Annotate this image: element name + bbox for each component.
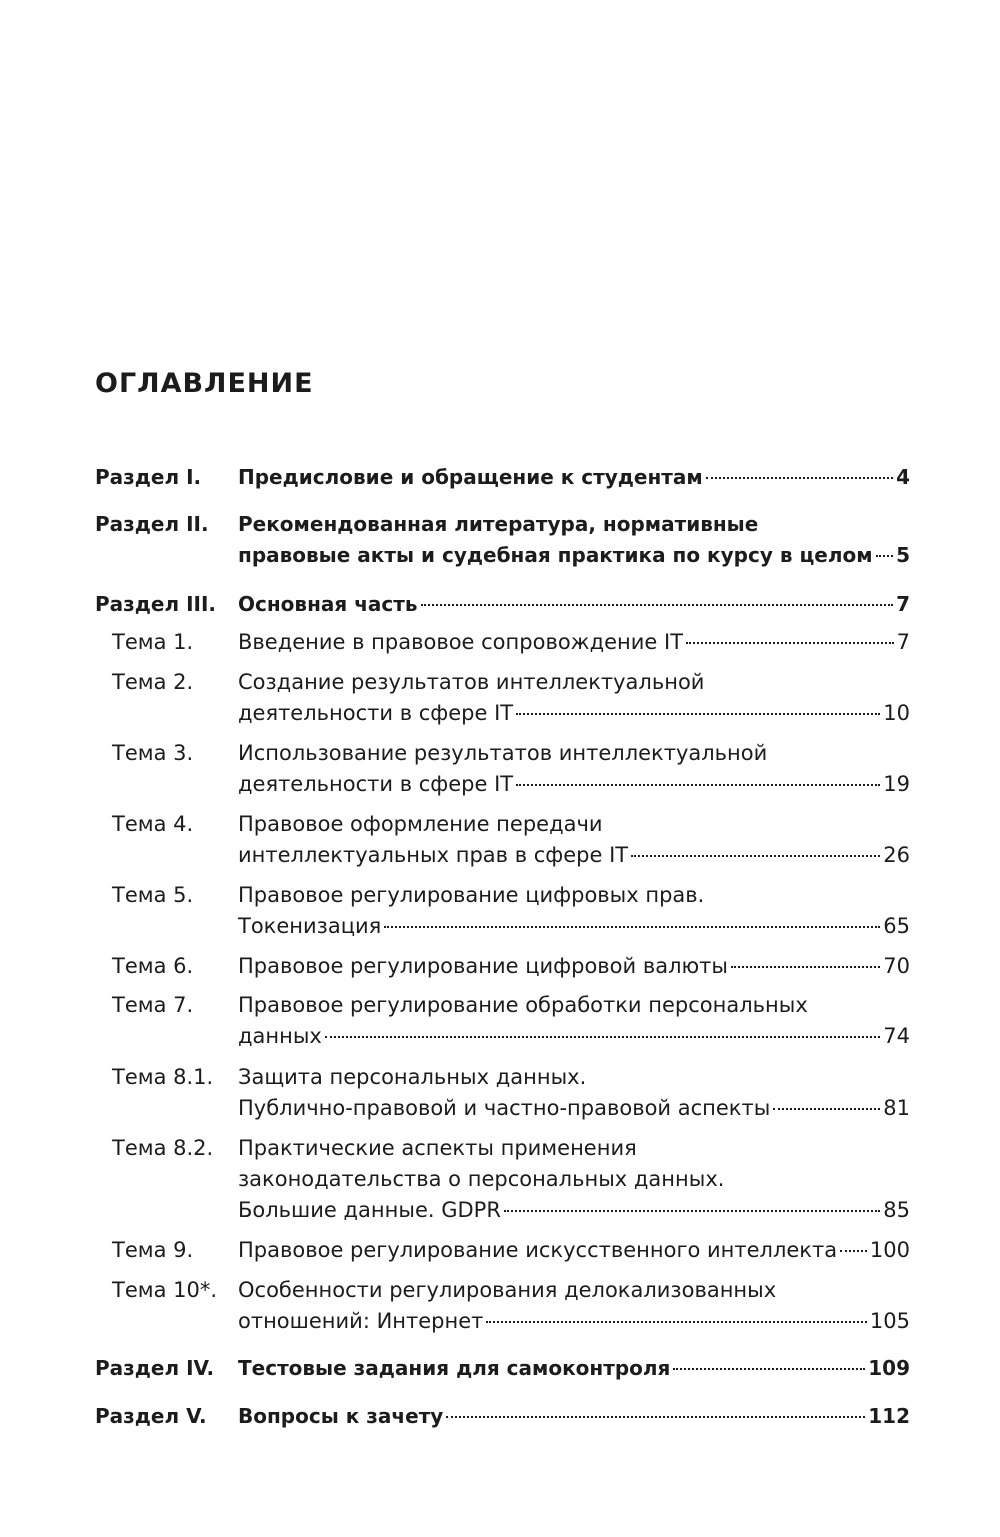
page-number: 100 bbox=[869, 1238, 910, 1262]
dot-leader bbox=[516, 712, 880, 715]
dot-leader bbox=[840, 1249, 867, 1252]
page-number: 26 bbox=[883, 843, 910, 867]
entry-label: Раздел I. bbox=[95, 465, 202, 489]
entry-title-line: Правовое регулирование обработки персональных bbox=[238, 993, 808, 1017]
dot-leader bbox=[516, 783, 880, 786]
entry-title bbox=[238, 1062, 910, 1124]
dot-leader bbox=[631, 854, 880, 857]
entry-title bbox=[238, 951, 910, 982]
entry-label: Раздел IV. bbox=[95, 1356, 215, 1380]
entry-title bbox=[238, 1133, 910, 1226]
entry-title bbox=[238, 738, 910, 800]
entry-title-line: Защита персональных данных. bbox=[238, 1065, 587, 1089]
page-number: 7 bbox=[896, 592, 910, 616]
dot-leader bbox=[384, 925, 880, 928]
entry-label: Тема 10*. bbox=[112, 1278, 218, 1302]
entry-title-line: Рекомендованная литература, нормативные bbox=[238, 512, 759, 536]
page-number: 10 bbox=[883, 701, 910, 725]
dot-leader bbox=[686, 641, 894, 644]
page-number: 109 bbox=[868, 1356, 910, 1380]
dot-leader bbox=[673, 1367, 865, 1370]
entry-label: Тема 5. bbox=[112, 883, 194, 907]
dot-leader bbox=[486, 1320, 867, 1323]
entry-title bbox=[238, 667, 910, 729]
entry-title-line: деятельности в сфере IT bbox=[238, 772, 514, 796]
entry-title-line: правовые акты и судебная практика по курсу в целом bbox=[238, 543, 873, 567]
dot-leader bbox=[421, 603, 894, 606]
entry-label: Тема 3. bbox=[112, 741, 194, 765]
entry-title-line: отношений: Интернет bbox=[238, 1309, 484, 1333]
entry-title-line: Предисловие и обращение к студентам bbox=[238, 465, 703, 489]
entry-label: Тема 1. bbox=[112, 630, 194, 654]
entry-title bbox=[238, 809, 910, 871]
page-number: 5 bbox=[896, 543, 910, 567]
entry-title-line: данных bbox=[238, 1024, 322, 1048]
entry-label: Раздел III. bbox=[95, 592, 217, 616]
toc-heading: ОГЛАВЛЕНИЕ bbox=[95, 368, 314, 399]
entry-title bbox=[238, 627, 910, 658]
entry-title-line: Особенности регулирования делокализованных bbox=[238, 1278, 777, 1302]
entry-label: Тема 2. bbox=[112, 670, 194, 694]
entry-title-line: деятельности в сфере IT bbox=[238, 701, 514, 725]
dot-leader bbox=[876, 554, 894, 557]
entry-title bbox=[238, 1235, 910, 1266]
dot-leader bbox=[446, 1415, 865, 1418]
entry-title-line: Правовое регулирование цифровой валюты bbox=[238, 954, 728, 978]
entry-title-line: законодательства о персональных данных. bbox=[238, 1167, 725, 1191]
dot-leader bbox=[773, 1107, 880, 1110]
dot-leader bbox=[325, 1035, 880, 1038]
page-number: 65 bbox=[883, 914, 910, 938]
entry-title-line: интеллектуальных прав в сфере IT bbox=[238, 843, 629, 867]
page-number: 4 bbox=[896, 465, 910, 489]
entry-title-line: Большие данные. GDPR bbox=[238, 1198, 501, 1222]
page-number: 70 bbox=[883, 954, 910, 978]
page-number: 105 bbox=[869, 1309, 910, 1333]
entry-title bbox=[238, 990, 910, 1052]
dot-leader bbox=[504, 1209, 880, 1212]
page-number: 7 bbox=[896, 630, 910, 654]
entry-title-line: Введение в правовое сопровождение IT bbox=[238, 630, 684, 654]
entry-title-line: Практические аспекты применения bbox=[238, 1136, 637, 1160]
entry-title-line: Использование результатов интеллектуальной bbox=[238, 741, 768, 765]
entry-title bbox=[238, 589, 910, 620]
page-number: 19 bbox=[883, 772, 910, 796]
entry-label: Тема 4. bbox=[112, 812, 194, 836]
entry-title bbox=[238, 880, 910, 942]
entry-label: Тема 7. bbox=[112, 993, 194, 1017]
entry-title bbox=[238, 509, 910, 571]
entry-label: Тема 9. bbox=[112, 1238, 194, 1262]
page-number: 112 bbox=[868, 1404, 910, 1428]
entry-title bbox=[238, 1401, 910, 1432]
dot-leader bbox=[731, 965, 880, 968]
entry-label: Раздел V. bbox=[95, 1404, 207, 1428]
entry-title-line: Правовое оформление передачи bbox=[238, 812, 603, 836]
entry-title bbox=[238, 1275, 910, 1337]
entry-title-line: Тестовые задания для самоконтроля bbox=[238, 1356, 671, 1380]
entry-title-line: Создание результатов интеллектуальной bbox=[238, 670, 705, 694]
page-number: 85 bbox=[883, 1198, 910, 1222]
entry-label: Раздел II. bbox=[95, 512, 209, 536]
entry-title bbox=[238, 1353, 910, 1384]
entry-title bbox=[238, 462, 910, 493]
page-number: 81 bbox=[883, 1096, 910, 1120]
entry-label: Тема 6. bbox=[112, 954, 194, 978]
entry-title-line: Токенизация bbox=[238, 914, 382, 938]
entry-title-line: Публично-правовой и частно-правовой аспекты bbox=[238, 1096, 771, 1120]
entry-title-line: Вопросы к зачету bbox=[238, 1404, 444, 1428]
entry-title-line: Правовое регулирование цифровых прав. bbox=[238, 883, 705, 907]
dot-leader bbox=[706, 476, 893, 479]
entry-label: Тема 8.1. bbox=[112, 1065, 214, 1089]
entry-title-line: Правовое регулирование искусственного интеллекта bbox=[238, 1238, 838, 1262]
page-number: 74 bbox=[883, 1024, 910, 1048]
entry-title-line: Основная часть bbox=[238, 592, 418, 616]
entry-label: Тема 8.2. bbox=[112, 1136, 214, 1160]
